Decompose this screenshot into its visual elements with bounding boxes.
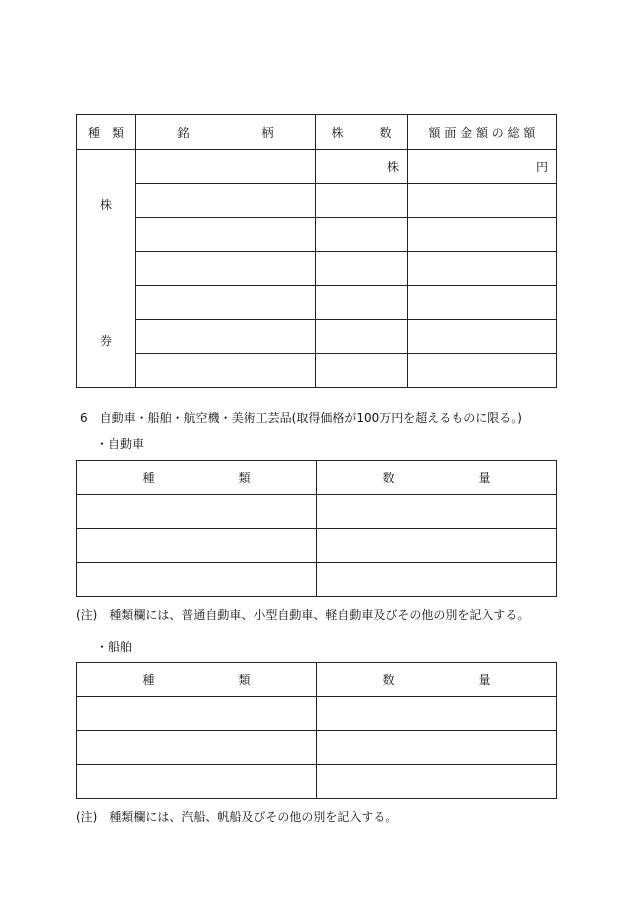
table-row <box>77 184 557 218</box>
ship-quantity-cell[interactable] <box>317 731 557 765</box>
brand-cell[interactable] <box>136 354 316 388</box>
car-kind-cell[interactable] <box>77 529 317 563</box>
ship-table <box>76 662 557 799</box>
table-row <box>77 529 557 563</box>
shares-cell[interactable] <box>316 184 408 218</box>
car-note: (注) 種類欄には、普通自動車、小型自動車、軽自動車及びその他の別を記入する。 <box>76 608 530 622</box>
face-total-cell[interactable] <box>408 320 557 354</box>
ship-quantity-cell[interactable] <box>317 697 557 731</box>
table-row <box>77 252 557 286</box>
car-quantity-cell[interactable] <box>317 495 557 529</box>
table-row <box>77 731 557 765</box>
header-brand: 銘 柄 <box>136 115 316 150</box>
header-shares: 株 数 <box>316 115 408 150</box>
car-subheading: ・自動車 <box>96 437 145 451</box>
car-quantity-cell[interactable] <box>317 529 557 563</box>
shares-cell[interactable] <box>316 218 408 252</box>
ship-subheading: ・船舶 <box>96 640 133 654</box>
car-table-header-row <box>77 461 557 495</box>
yen-unit-cell[interactable]: 円 <box>408 150 557 184</box>
face-total-cell[interactable] <box>408 252 557 286</box>
ship-kind-cell[interactable] <box>77 731 317 765</box>
ship-table-header-row <box>77 663 557 697</box>
section6-heading: 6 自動車・船舶・航空機・美術工芸品(取得価格が100万円を超えるものに限る。) <box>80 411 522 425</box>
car-header-kind: 種 類 <box>77 461 317 495</box>
car-kind-cell[interactable] <box>77 563 317 597</box>
brand-cell[interactable] <box>136 286 316 320</box>
shares-cell[interactable] <box>316 354 408 388</box>
shares-cell[interactable] <box>316 252 408 286</box>
table-row <box>77 150 557 184</box>
stock-table-header-row <box>77 115 557 150</box>
kind-label-bottom: 券 <box>99 334 112 348</box>
table-row <box>77 765 557 799</box>
table-row <box>77 286 557 320</box>
car-quantity-cell[interactable] <box>317 563 557 597</box>
ship-note: (注) 種類欄には、汽船、帆船及びその他の別を記入する。 <box>76 810 398 824</box>
table-row <box>77 354 557 388</box>
car-header-quantity: 数 量 <box>317 461 557 495</box>
shares-cell[interactable] <box>316 320 408 354</box>
brand-cell[interactable] <box>136 252 316 286</box>
face-total-cell[interactable] <box>408 286 557 320</box>
shares-cell[interactable] <box>316 286 408 320</box>
face-total-cell[interactable] <box>408 354 557 388</box>
brand-cell[interactable] <box>136 150 316 184</box>
ship-header-kind: 種 類 <box>77 663 317 697</box>
ship-kind-cell[interactable] <box>77 765 317 799</box>
ship-kind-cell[interactable] <box>77 697 317 731</box>
table-row <box>77 495 557 529</box>
shares-unit-cell[interactable]: 株 <box>316 150 408 184</box>
ship-quantity-cell[interactable] <box>317 765 557 799</box>
brand-cell[interactable] <box>136 184 316 218</box>
header-face-total: 額 面 金 額 の 総 額 <box>408 115 557 150</box>
brand-cell[interactable] <box>136 218 316 252</box>
kind-cell <box>77 150 136 388</box>
table-row <box>77 563 557 597</box>
kind-label-top: 株 <box>99 198 112 212</box>
stock-table <box>76 114 557 388</box>
table-row <box>77 697 557 731</box>
table-row <box>77 320 557 354</box>
ship-header-quantity: 数 量 <box>317 663 557 697</box>
table-row <box>77 218 557 252</box>
car-table <box>76 460 557 597</box>
brand-cell[interactable] <box>136 320 316 354</box>
car-kind-cell[interactable] <box>77 495 317 529</box>
face-total-cell[interactable] <box>408 184 557 218</box>
header-kind: 種 類 <box>77 115 136 150</box>
face-total-cell[interactable] <box>408 218 557 252</box>
